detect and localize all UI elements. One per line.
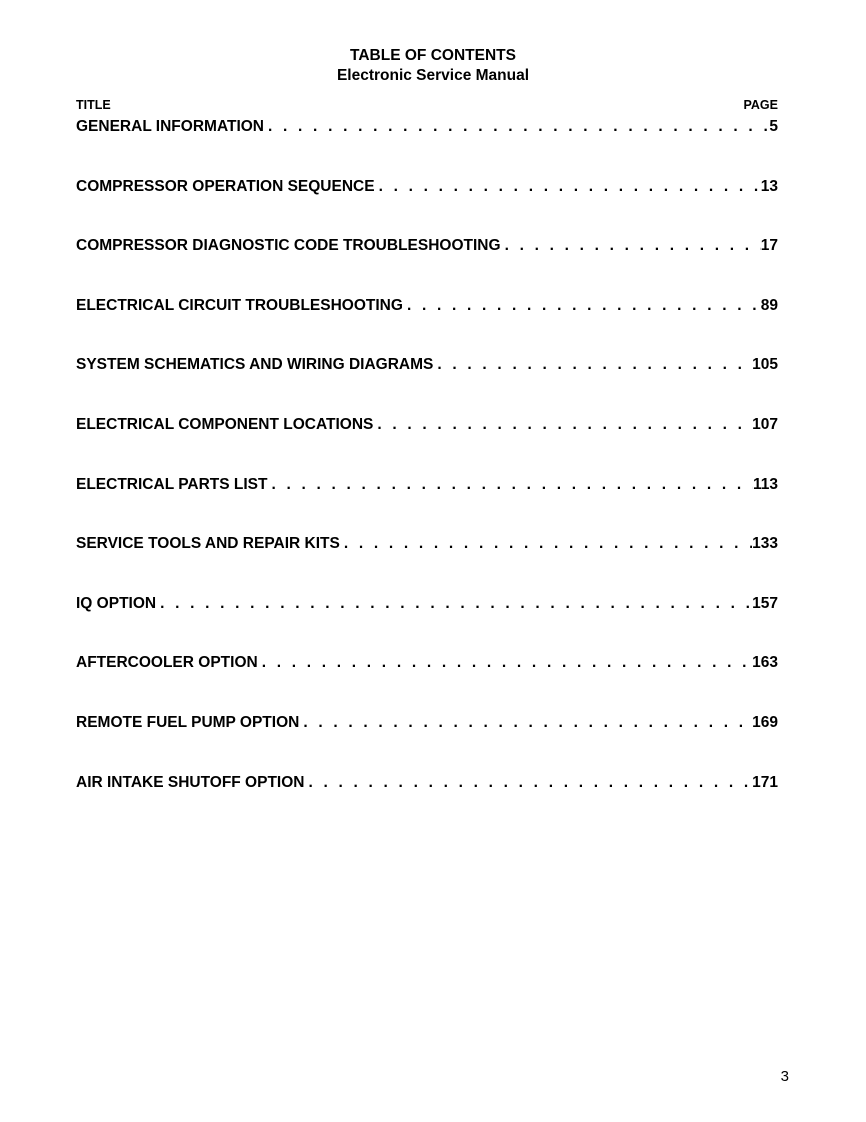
toc-entry-title: ELECTRICAL COMPONENT LOCATIONS — [76, 415, 374, 433]
toc-entry-title: ELECTRICAL CIRCUIT TROUBLESHOOTING — [76, 296, 403, 314]
dot-leader — [433, 355, 752, 375]
page-column-header: PAGE — [743, 98, 778, 112]
dot-leader — [403, 296, 761, 316]
toc-entry-page: 17 — [760, 237, 778, 255]
toc-entry[interactable] — [76, 236, 778, 256]
toc-entry[interactable] — [76, 594, 778, 614]
dot-leader — [299, 713, 752, 733]
toc-entry[interactable] — [76, 713, 778, 733]
dot-leader — [373, 415, 752, 435]
toc-entry-page: 89 — [760, 296, 778, 314]
toc-entry-title: AIR INTAKE SHUTOFF OPTION — [76, 773, 305, 791]
toc-entry-page: 13 — [760, 177, 778, 195]
toc-entry[interactable] — [76, 415, 778, 435]
toc-entry-page: 105 — [752, 356, 778, 374]
toc-entry-page: 5 — [769, 118, 778, 135]
dot-leader — [501, 236, 761, 256]
dot-leader — [264, 117, 769, 137]
toc-entry[interactable] — [76, 653, 778, 673]
toc-entry-title: IQ OPTION — [76, 594, 157, 612]
toc-entry-title: GENERAL INFORMATION — [76, 118, 265, 135]
toc-entry-page: 113 — [752, 475, 778, 493]
toc-entry-title: SERVICE TOOLS AND REPAIR KITS — [76, 535, 340, 553]
toc-entry[interactable] — [76, 475, 778, 495]
toc-entry-title: COMPRESSOR DIAGNOSTIC CODE TROUBLESHOOTING — [76, 237, 501, 255]
toc-entry-page: 133 — [752, 535, 778, 553]
dot-leader — [304, 773, 752, 793]
toc-entry[interactable] — [76, 534, 778, 554]
toc-entry-page: 157 — [752, 594, 778, 612]
toc-entry-title: SYSTEM SCHEMATICS AND WIRING DIAGRAMS — [76, 356, 434, 374]
page-number: 3 — [780, 1068, 789, 1085]
toc-entry-title: ELECTRICAL PARTS LIST — [76, 475, 268, 493]
page-subtitle: Electronic Service Manual — [336, 67, 530, 84]
page-title: TABLE OF CONTENTS — [350, 47, 516, 64]
toc-entry-title: REMOTE FUEL PUMP OPTION — [76, 713, 300, 731]
toc-list — [76, 117, 778, 832]
dot-leader — [267, 475, 753, 495]
toc-entry-page: 107 — [752, 415, 778, 433]
toc-entry[interactable] — [76, 773, 778, 793]
toc-entry[interactable] — [76, 355, 778, 375]
toc-entry-title: COMPRESSOR OPERATION SEQUENCE — [76, 177, 375, 195]
toc-entry-page: 169 — [752, 713, 778, 731]
dot-leader — [375, 177, 761, 197]
dot-leader — [156, 594, 752, 614]
dot-leader — [258, 653, 752, 673]
toc-entry-page: 171 — [752, 773, 778, 791]
toc-entry[interactable] — [76, 177, 778, 197]
title-column-header: TITLE — [76, 98, 111, 112]
toc-entry-title: AFTERCOOLER OPTION — [76, 654, 258, 672]
dot-leader — [340, 534, 752, 554]
toc-entry[interactable] — [76, 117, 778, 137]
toc-entry[interactable] — [76, 296, 778, 316]
toc-entry-page: 163 — [752, 654, 778, 672]
